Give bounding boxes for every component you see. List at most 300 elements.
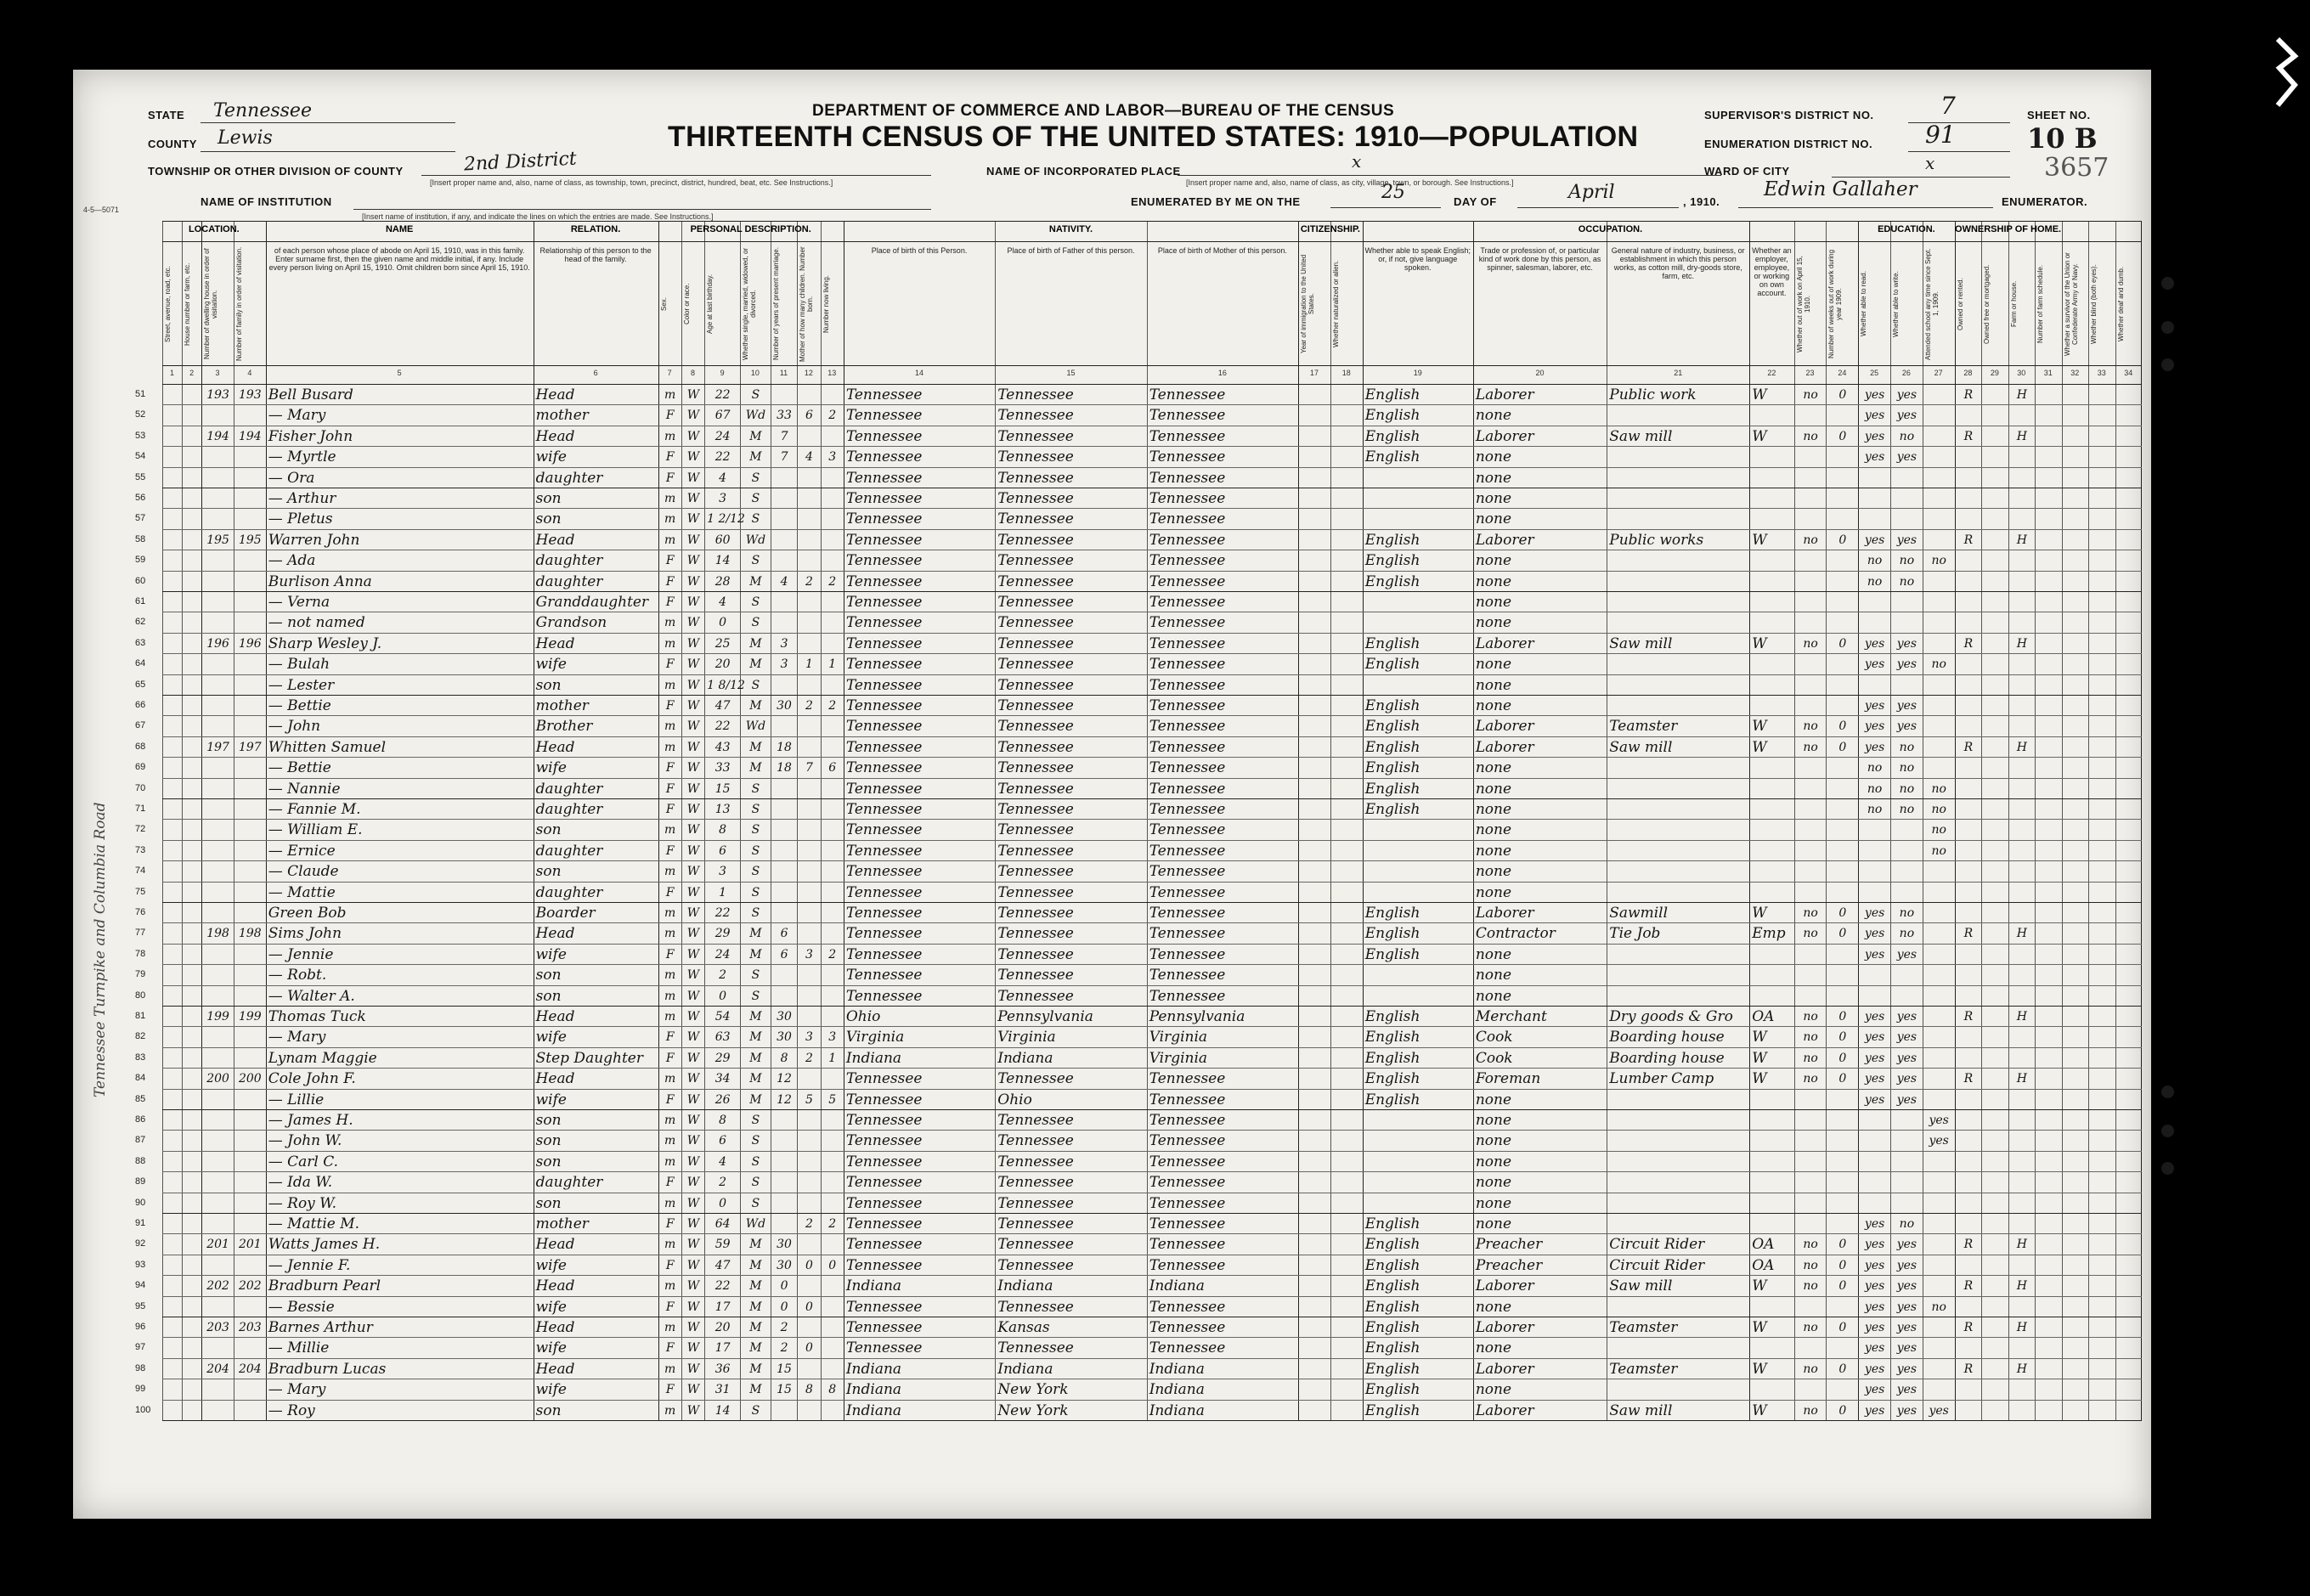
- cell-sex: m: [664, 1154, 676, 1169]
- cell-occ: Laborer: [1475, 905, 1534, 922]
- cell-sex: F: [665, 1217, 675, 1231]
- cell-ms: M: [749, 1238, 762, 1252]
- cell-age: 26: [714, 1092, 731, 1107]
- cell-mpob: Indiana: [1149, 1401, 1205, 1419]
- cell-ms: M: [749, 1321, 762, 1334]
- cell-fpob: Kansas: [997, 1319, 1050, 1336]
- cell-farm: H: [2016, 636, 2027, 651]
- cell-age: 0: [719, 1196, 727, 1210]
- cell-pob: Tennessee: [845, 594, 923, 611]
- cell-mpob: Tennessee: [1149, 1194, 1226, 1212]
- cell-own: R: [1963, 1321, 1974, 1334]
- table-row: [135, 1400, 2142, 1420]
- cell-mpob: Tennessee: [1149, 1132, 1226, 1150]
- cell-read: yes: [1864, 636, 1885, 651]
- cell-sex: m: [664, 1114, 676, 1127]
- cell-wks: 0: [1838, 1403, 1847, 1418]
- cell-fpob: Tennessee: [997, 1132, 1074, 1150]
- cell-lang: English: [1364, 407, 1420, 425]
- cell-pob: Tennessee: [845, 1153, 923, 1170]
- cell-race: W: [686, 781, 700, 796]
- cell-age: 20: [714, 1321, 731, 1334]
- cell-rel: daughter: [535, 469, 603, 487]
- column-number: 27: [1934, 369, 1943, 377]
- cell-rel: wife: [535, 656, 567, 674]
- cell-farm: H: [2016, 1010, 2027, 1024]
- form-code: 4-5—5071: [83, 206, 120, 214]
- cell-fam: 195: [238, 533, 262, 547]
- table-row: [135, 1171, 2142, 1192]
- cell-ms: M: [749, 574, 762, 589]
- cell-pob: Tennessee: [845, 738, 923, 756]
- column-header-c6: Relationship of this person to the head of the family.: [539, 246, 652, 263]
- cell-pob: Tennessee: [845, 656, 923, 674]
- column-number: 2: [189, 369, 195, 377]
- column-header-c25: Whether able to read.: [1860, 271, 1868, 337]
- cell-rel: Head: [535, 738, 575, 756]
- cell-occ: Contractor: [1475, 925, 1556, 943]
- cell-out: no: [1803, 533, 1818, 547]
- cell-farm: H: [2016, 1238, 2027, 1252]
- cell-fam: 204: [238, 1362, 262, 1376]
- cell-ms: S: [751, 471, 760, 485]
- cell-rel: Head: [535, 1360, 575, 1378]
- cell-ind: Tie Job: [1609, 925, 1661, 943]
- cell-race: W: [686, 616, 700, 630]
- table-row: [135, 612, 2142, 632]
- cell-fpob: Tennessee: [997, 1194, 1074, 1212]
- cell-mpob: Tennessee: [1149, 1319, 1226, 1336]
- cell-ind: Teamster: [1609, 1360, 1678, 1378]
- column-header-c2: House number or farm, etc.: [184, 262, 192, 346]
- column-number: 15: [1066, 369, 1076, 377]
- cell-rel: son: [535, 1132, 562, 1150]
- cell-ms: M: [749, 1362, 762, 1376]
- cell-name: — Bessie: [268, 1298, 335, 1316]
- cell-mpob: Tennessee: [1149, 987, 1226, 1005]
- cell-out: no: [1803, 429, 1818, 443]
- line-number: 87: [135, 1135, 146, 1146]
- cell-ms: S: [751, 492, 760, 505]
- cell-rel: wife: [535, 759, 567, 777]
- cell-write: no: [1899, 554, 1915, 568]
- cell-born: 4: [805, 450, 813, 465]
- cell-yrs: 4: [780, 574, 788, 589]
- cell-rel: mother: [535, 1215, 589, 1232]
- cell-sex: m: [664, 865, 676, 879]
- column-header-c28: Owned or rented.: [1956, 278, 1964, 330]
- cell-read: yes: [1864, 533, 1885, 547]
- cell-lang: English: [1364, 1277, 1420, 1295]
- cell-mpob: Tennessee: [1149, 1153, 1226, 1170]
- cell-lang: English: [1364, 572, 1420, 590]
- cell-name: — Fannie M.: [268, 801, 361, 818]
- table-row: [135, 488, 2142, 508]
- cell-lang: English: [1364, 1091, 1420, 1108]
- table-row: [135, 819, 2142, 839]
- cell-born: 2: [805, 1217, 813, 1231]
- cell-own: R: [1963, 1010, 1974, 1024]
- enumerator-underline: [1738, 207, 1993, 208]
- cell-lang: English: [1364, 759, 1420, 777]
- cell-race: W: [686, 1134, 700, 1148]
- cell-occ: Cook: [1475, 1029, 1513, 1046]
- column-header-c31: Number of farm schedule.: [2036, 264, 2045, 344]
- cell-mpob: Pennsylvania: [1149, 1008, 1245, 1025]
- table-row: [135, 1026, 2142, 1046]
- cell-ms: S: [751, 1176, 760, 1190]
- cell-age: 0: [719, 989, 727, 1003]
- column-number: 13: [827, 369, 837, 377]
- cell-ms: S: [751, 989, 760, 1003]
- cell-lang: English: [1364, 1049, 1420, 1067]
- cell-fpob: Indiana: [997, 1049, 1053, 1067]
- cell-age: 63: [714, 1030, 731, 1045]
- line-number: 76: [135, 907, 146, 917]
- cell-age: 1: [719, 885, 727, 900]
- cell-own: R: [1963, 429, 1974, 443]
- cell-pob: Tennessee: [845, 925, 923, 943]
- cell-out: no: [1803, 1238, 1818, 1252]
- cell-out: no: [1803, 1321, 1818, 1334]
- cell-ms: M: [749, 740, 762, 754]
- column-number: 1: [170, 369, 175, 377]
- cell-race: W: [686, 968, 700, 983]
- cell-ind: Saw mill: [1609, 1277, 1673, 1295]
- cell-pob: Tennessee: [845, 1236, 923, 1254]
- cell-sex: m: [664, 927, 676, 941]
- cell-occ: none: [1475, 987, 1512, 1005]
- table-row: [135, 964, 2142, 984]
- cell-race: W: [686, 574, 700, 589]
- cell-lang: English: [1364, 656, 1420, 674]
- cell-pob: Tennessee: [845, 634, 923, 652]
- enumerated-month: April: [1568, 182, 1615, 203]
- cell-read: yes: [1864, 409, 1885, 423]
- cell-name: — John: [268, 718, 321, 736]
- column-number: 17: [1310, 369, 1319, 377]
- department-heading: DEPARTMENT OF COMMERCE AND LABOR—BUREAU OF THE CENSUS: [812, 102, 1395, 120]
- cell-pob: Tennessee: [845, 490, 923, 507]
- enumeration-label: ENUMERATION DISTRICT NO.: [1704, 138, 1873, 150]
- cell-sex: m: [664, 1134, 676, 1148]
- cell-wks: 0: [1838, 1051, 1847, 1065]
- table-row: [135, 1358, 2142, 1379]
- cell-age: 59: [714, 1238, 731, 1252]
- cell-sch: no: [1931, 803, 1946, 816]
- cell-write: yes: [1896, 450, 1917, 465]
- cell-dw: 200: [206, 1072, 229, 1086]
- cell-living: 6: [828, 761, 837, 775]
- cell-sex: F: [665, 1300, 675, 1314]
- township-underline: [421, 175, 931, 176]
- cell-sex: m: [664, 1010, 676, 1024]
- cell-name: — Bettie: [268, 759, 331, 777]
- cell-born: 8: [805, 1383, 813, 1397]
- cell-ind: Circuit Rider: [1609, 1256, 1705, 1274]
- cell-fpob: Tennessee: [997, 656, 1074, 674]
- day-of-label: DAY OF: [1454, 195, 1497, 208]
- state-underline: [201, 122, 455, 123]
- cell-ms: M: [749, 1258, 762, 1272]
- cell-occ: Laborer: [1475, 718, 1534, 736]
- cell-age: 15: [714, 781, 731, 796]
- cell-occ: Preacher: [1475, 1236, 1543, 1254]
- cell-occ: Laborer: [1475, 1360, 1534, 1378]
- cell-wks: 0: [1838, 1362, 1847, 1376]
- line-number: 100: [135, 1404, 151, 1415]
- cell-ms: M: [749, 761, 762, 775]
- cell-yrs: 7: [780, 429, 788, 443]
- cell-age: 0: [719, 616, 727, 630]
- cell-fpob: Tennessee: [997, 1174, 1074, 1192]
- cell-age: 60: [714, 533, 731, 547]
- group-header-nativity: NATIVITY.: [1048, 224, 1093, 234]
- column-number: 14: [915, 369, 924, 377]
- line-number: 71: [135, 804, 146, 814]
- cell-age: 36: [714, 1362, 731, 1376]
- cell-pob: Tennessee: [845, 842, 923, 860]
- line-number: 82: [135, 1031, 146, 1042]
- cell-read: yes: [1864, 1010, 1885, 1024]
- cell-sex: F: [665, 471, 675, 485]
- cell-living: 3: [828, 1030, 837, 1045]
- cell-cls: W: [1752, 1319, 1767, 1336]
- cell-pob: Tennessee: [845, 1112, 923, 1129]
- cell-pob: Indiana: [845, 1360, 902, 1378]
- cell-ms: S: [751, 885, 760, 900]
- cell-write: yes: [1896, 1238, 1917, 1252]
- cell-race: W: [686, 719, 700, 734]
- cell-lang: English: [1364, 552, 1420, 570]
- cell-pob: Tennessee: [845, 780, 923, 798]
- cell-ind: Teamster: [1609, 1319, 1678, 1336]
- cell-race: W: [686, 471, 700, 485]
- cell-rel: Head: [535, 1277, 575, 1295]
- cell-write: yes: [1896, 388, 1917, 402]
- cell-lang: English: [1364, 945, 1420, 963]
- cell-lang: English: [1364, 1256, 1420, 1274]
- cell-pob: Tennessee: [845, 407, 923, 425]
- cell-ind: Saw mill: [1609, 1401, 1673, 1419]
- cell-pob: Tennessee: [845, 987, 923, 1005]
- cell-mpob: Tennessee: [1149, 945, 1226, 963]
- cell-mpob: Tennessee: [1149, 1070, 1226, 1088]
- cell-pob: Tennessee: [845, 1256, 923, 1274]
- cell-rel: Head: [535, 1008, 575, 1025]
- table-row: [135, 404, 2142, 425]
- cell-lang: English: [1364, 697, 1420, 714]
- cell-lang: English: [1364, 531, 1420, 549]
- cell-race: W: [686, 1196, 700, 1210]
- column-header-c5: of each person whose place of abode on April 15, 1910, was in this family. Enter surname first, then the given name and middle initial, if any. Include every person living on April 15, 1910. Omit children born since April 15, 1910.: [268, 246, 530, 272]
- group-header-name: NAME: [385, 224, 414, 234]
- cell-rel: son: [535, 490, 562, 507]
- cell-read: yes: [1864, 1321, 1885, 1334]
- cell-sch: yes: [1929, 1403, 1949, 1418]
- cell-race: W: [686, 1383, 700, 1397]
- line-number: 96: [135, 1322, 146, 1332]
- cell-pob: Ohio: [845, 1008, 881, 1025]
- cell-name: — Mattie: [268, 883, 336, 901]
- cell-pob: Tennessee: [845, 1194, 923, 1212]
- cell-name: — Lester: [268, 676, 335, 694]
- cell-age: 22: [714, 450, 731, 465]
- cell-mpob: Tennessee: [1149, 780, 1226, 798]
- cell-age: 17: [714, 1300, 731, 1314]
- cell-farm: H: [2016, 1072, 2027, 1086]
- cell-occ: none: [1475, 863, 1512, 881]
- cell-pob: Tennessee: [845, 863, 923, 881]
- cell-write: yes: [1896, 1403, 1917, 1418]
- cell-write: no: [1899, 761, 1915, 775]
- cell-fpob: Tennessee: [997, 1070, 1074, 1088]
- column-header-c23: Whether out of work on April 15, 1910.: [1795, 256, 1811, 352]
- cell-rel: Granddaughter: [535, 594, 649, 611]
- cell-out: no: [1803, 1279, 1818, 1294]
- state-value: Tennessee: [213, 100, 312, 121]
- cell-race: W: [686, 1362, 700, 1376]
- cell-rel: wife: [535, 945, 567, 963]
- cell-ms: S: [751, 512, 760, 527]
- cell-write: no: [1899, 927, 1915, 941]
- line-number: 78: [135, 948, 146, 959]
- cell-age: 20: [714, 657, 731, 672]
- column-number: 23: [1805, 369, 1815, 377]
- header-rule: [162, 221, 2142, 222]
- cell-cls: OA: [1752, 1008, 1775, 1025]
- cell-race: W: [686, 989, 700, 1003]
- cell-living: 0: [828, 1258, 837, 1272]
- cell-ind: Sawmill: [1609, 905, 1669, 922]
- cell-sex: F: [665, 699, 675, 713]
- table-row: [135, 446, 2142, 466]
- line-number: 75: [135, 886, 146, 897]
- cell-mpob: Tennessee: [1149, 656, 1226, 674]
- ward-label: WARD OF CITY: [1704, 165, 1790, 178]
- cell-name: Fisher John: [268, 427, 353, 445]
- cell-born: 0: [805, 1258, 813, 1272]
- line-number: 67: [135, 720, 146, 731]
- cell-age: 2: [719, 968, 727, 983]
- cell-rel: daughter: [535, 883, 603, 901]
- cell-occ: none: [1475, 1091, 1512, 1108]
- cell-age: 4: [719, 595, 727, 609]
- cell-ms: M: [749, 1279, 762, 1294]
- cell-dw: 198: [206, 927, 229, 941]
- county-value: Lewis: [217, 127, 273, 149]
- cell-race: W: [686, 1114, 700, 1127]
- cell-name: Bradburn Lucas: [268, 1360, 387, 1378]
- cell-born: 0: [805, 1341, 813, 1356]
- line-number: 97: [135, 1342, 146, 1353]
- cell-out: no: [1803, 719, 1818, 734]
- cell-rel: wife: [535, 448, 567, 466]
- cell-read: no: [1867, 574, 1883, 589]
- cell-rel: wife: [535, 1298, 567, 1316]
- cell-pob: Tennessee: [845, 1339, 923, 1357]
- cell-mpob: Tennessee: [1149, 1339, 1226, 1357]
- table-row: [135, 922, 2142, 943]
- cell-out: no: [1803, 927, 1818, 941]
- table-row: [135, 674, 2142, 695]
- cell-name: — Mary: [268, 407, 326, 425]
- cell-mpob: Tennessee: [1149, 1256, 1226, 1274]
- cell-occ: none: [1475, 469, 1512, 487]
- cell-rel: Head: [535, 1070, 575, 1088]
- cell-farm: H: [2016, 927, 2027, 941]
- cell-rel: son: [535, 967, 562, 984]
- cell-race: W: [686, 1341, 700, 1356]
- cell-race: W: [686, 554, 700, 568]
- table-row: [135, 1213, 2142, 1233]
- cell-cls: W: [1752, 1360, 1767, 1378]
- cell-rel: son: [535, 821, 562, 839]
- line-number: 77: [135, 928, 146, 939]
- cell-mpob: Tennessee: [1149, 718, 1226, 736]
- cell-age: 64: [714, 1217, 731, 1231]
- line-number: 57: [135, 513, 146, 524]
- group-header-ownership: OWNERSHIP OF HOME.: [1955, 224, 2062, 234]
- cell-cls: W: [1752, 1401, 1767, 1419]
- cell-ms: M: [749, 1341, 762, 1356]
- cell-fpob: Tennessee: [997, 634, 1074, 652]
- cell-age: 25: [714, 636, 731, 651]
- cell-write: yes: [1896, 533, 1917, 547]
- line-number: 79: [135, 969, 146, 980]
- cell-own: R: [1963, 388, 1974, 402]
- cell-fpob: Tennessee: [997, 490, 1074, 507]
- column-number: 30: [2017, 369, 2026, 377]
- cell-own: R: [1963, 1279, 1974, 1294]
- column-header-c20: Trade or profession of, or particular kind of work done by this person, as spinner, salesman, laborer, etc.: [1478, 246, 1601, 272]
- cell-ms: M: [749, 1030, 762, 1045]
- cell-farm: H: [2016, 740, 2027, 754]
- cell-age: 24: [714, 947, 731, 962]
- cell-ind: Public works: [1609, 531, 1704, 549]
- cell-living: 1: [828, 1051, 837, 1065]
- cell-sex: m: [664, 1196, 676, 1210]
- header-rule: [162, 365, 2142, 366]
- cell-name: — Ida W.: [268, 1174, 333, 1192]
- cell-read: yes: [1864, 1238, 1885, 1252]
- supervisor-underline: [1908, 122, 2010, 123]
- cell-occ: Laborer: [1475, 634, 1534, 652]
- cell-fpob: Tennessee: [997, 883, 1074, 901]
- table-row: [135, 757, 2142, 777]
- cell-name: Burlison Anna: [268, 572, 372, 590]
- cell-ms: S: [751, 823, 760, 837]
- cell-read: yes: [1864, 906, 1885, 920]
- cell-sex: F: [665, 450, 675, 465]
- cell-read: yes: [1864, 1217, 1885, 1231]
- cell-mpob: Indiana: [1149, 1381, 1205, 1399]
- cell-fpob: Tennessee: [997, 697, 1074, 714]
- column-number: 21: [1674, 369, 1683, 377]
- cell-yrs: 6: [780, 927, 788, 941]
- cell-lang: English: [1364, 801, 1420, 818]
- cell-wks: 0: [1838, 1279, 1847, 1294]
- column-number: 10: [750, 369, 760, 377]
- cell-rel: son: [535, 510, 562, 528]
- cell-sex: F: [665, 1383, 675, 1397]
- cell-lang: English: [1364, 905, 1420, 922]
- cell-read: yes: [1864, 1072, 1885, 1086]
- cell-wks: 0: [1838, 1072, 1847, 1086]
- cell-mpob: Tennessee: [1149, 801, 1226, 818]
- punch-hole: [2161, 1086, 2174, 1098]
- cell-fpob: Tennessee: [997, 552, 1074, 570]
